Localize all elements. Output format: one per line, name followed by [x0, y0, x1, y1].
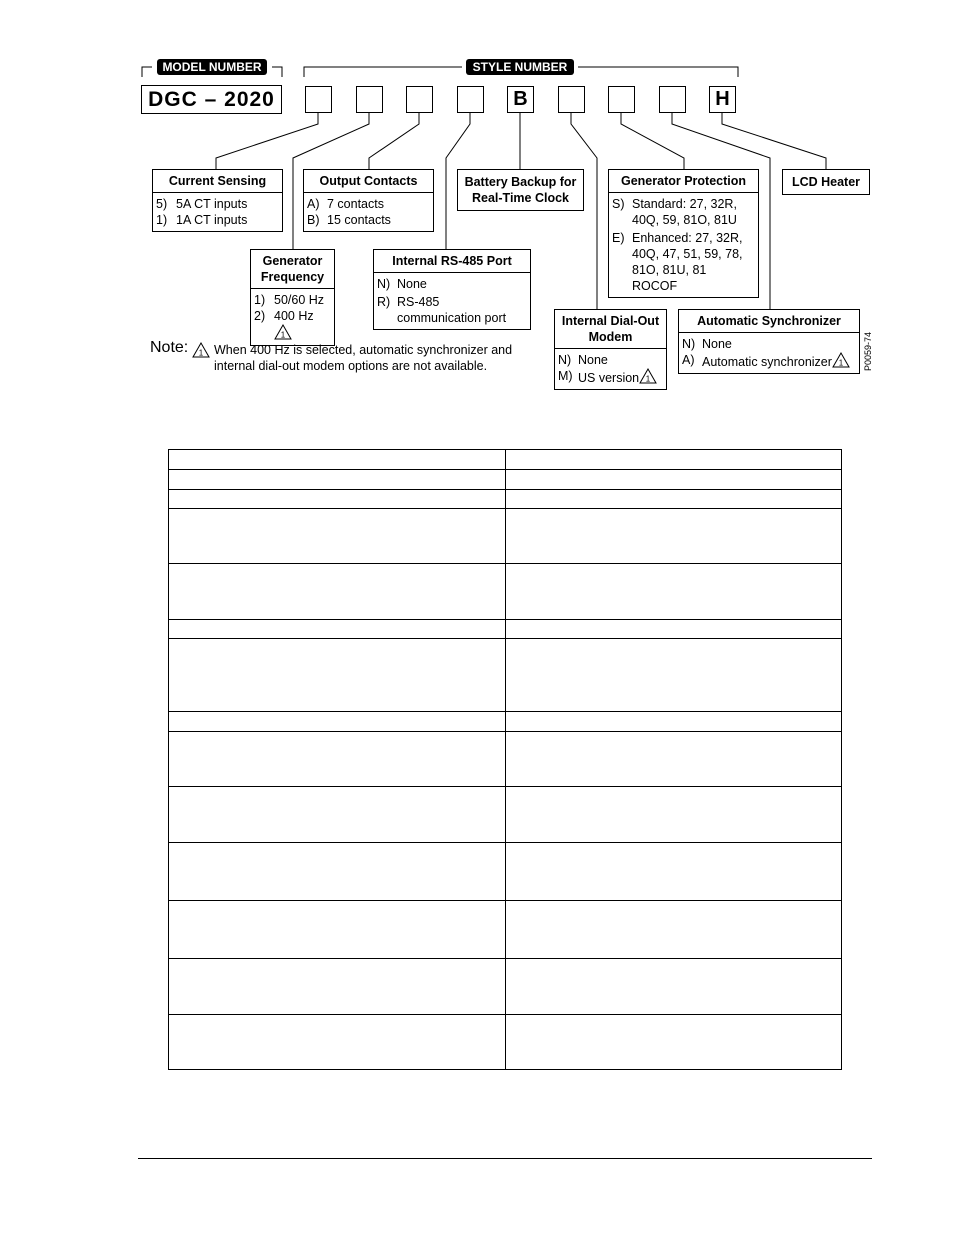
- table-row: [169, 712, 842, 732]
- generator-frequency-title: Generator Frequency: [251, 250, 334, 289]
- table-row: [169, 509, 842, 564]
- style-slot-5: B: [507, 86, 534, 113]
- table-row: [169, 564, 842, 620]
- table-cell: [505, 732, 842, 787]
- option-row: 1) 50/60 Hz: [254, 293, 325, 307]
- table-cell: [505, 901, 842, 959]
- style-slot-8: [659, 86, 686, 113]
- table-row: [169, 959, 842, 1015]
- table-cell: [169, 564, 506, 620]
- table-row: [169, 450, 842, 470]
- table-row: [169, 490, 842, 509]
- lcd-heater-title: LCD Heater: [791, 175, 861, 189]
- style-number-tag: STYLE NUMBER: [466, 59, 574, 75]
- table-cell: [505, 787, 842, 843]
- dialout-modem-box: [554, 309, 667, 390]
- current-sensing-title: Current Sensing: [153, 170, 282, 193]
- auto-sync-title: Automatic Synchronizer: [679, 310, 859, 333]
- current-sensing-box: [152, 169, 283, 232]
- table-row: [169, 1015, 842, 1070]
- table-cell: [169, 732, 506, 787]
- option-row: N) None: [558, 353, 608, 367]
- table-cell: [505, 620, 842, 639]
- table-cell: [169, 959, 506, 1015]
- style-slot-1: [305, 86, 332, 113]
- note-label: Note:: [150, 339, 189, 356]
- option-row: 2) 400 Hz 1: [254, 309, 314, 340]
- option-row: B) 15 contacts: [307, 213, 391, 227]
- table-cell: [505, 470, 842, 490]
- table-cell: [505, 509, 842, 564]
- rs485-port-title: Internal RS-485 Port: [374, 250, 530, 273]
- style-slot-3: [406, 86, 433, 113]
- options-table: [168, 449, 842, 1070]
- svg-text:1: 1: [280, 330, 286, 340]
- table-row: [169, 639, 842, 712]
- table-cell: [169, 509, 506, 564]
- table-cell: [505, 1015, 842, 1070]
- output-contacts-title: Output Contacts: [304, 170, 433, 193]
- table-cell: [169, 470, 506, 490]
- note-text: When 400 Hz is selected, automatic synchronizer and internal dial-out modem options are not available.: [214, 343, 513, 373]
- option-row: 5) 5A CT inputs: [156, 197, 248, 211]
- table-row: [169, 901, 842, 959]
- style-slot-6: [558, 86, 585, 113]
- dialout-modem-title: Internal Dial-Out Modem: [555, 310, 666, 349]
- svg-text:1: 1: [198, 348, 204, 358]
- style-slot-9: H: [709, 86, 736, 113]
- table-cell: [169, 843, 506, 901]
- table-cell: [505, 639, 842, 712]
- svg-text:1: 1: [645, 374, 651, 384]
- generator-protection-title: Generator Protection: [609, 170, 758, 193]
- option-row: 1) 1A CT inputs: [156, 213, 248, 227]
- option-row: N) None: [377, 277, 427, 291]
- output-contacts-box: [303, 169, 434, 232]
- table-row: [169, 787, 842, 843]
- table-row: [169, 843, 842, 901]
- table-cell: [169, 1015, 506, 1070]
- warning-triangle-icon: [274, 324, 292, 340]
- battery-backup-title: Battery Backup for Real-Time Clock: [464, 175, 577, 205]
- generator-frequency-box: [250, 249, 335, 346]
- table-cell: [505, 959, 842, 1015]
- table-cell: [505, 490, 842, 509]
- svg-text:1: 1: [838, 358, 844, 368]
- warning-triangle-icon: [832, 352, 850, 368]
- table-cell: [169, 490, 506, 509]
- table-cell: [169, 620, 506, 639]
- option-row: A) Automatic synchronizer 1: [682, 352, 855, 370]
- option-row: A) 7 contacts: [307, 197, 384, 211]
- warning-triangle-icon: [639, 368, 657, 384]
- rs485-port-box: [373, 249, 531, 330]
- figure-id: P0059-74: [863, 331, 873, 371]
- auto-sync-box: [678, 309, 860, 374]
- table-row: [169, 732, 842, 787]
- table-cell: [169, 712, 506, 732]
- option-row: E) Enhanced: 27, 32R, 40Q, 47, 51, 59, 78, 81O, 81U, 81 ROCOF: [612, 231, 743, 293]
- table-cell: [169, 450, 506, 470]
- table-cell: [505, 712, 842, 732]
- option-row: S) Standard: 27, 32R, 40Q, 59, 81O, 81U: [612, 197, 737, 227]
- table-cell: [169, 787, 506, 843]
- table-cell: [505, 450, 842, 470]
- battery-backup-box: [457, 169, 584, 211]
- table-cell: [169, 639, 506, 712]
- table-cell: [169, 901, 506, 959]
- table-cell: [505, 564, 842, 620]
- lcd-heater-box: [782, 169, 870, 195]
- model-number-tag: MODEL NUMBER: [157, 59, 267, 75]
- style-slot-7: [608, 86, 635, 113]
- option-row: R) RS-485 communication port: [377, 295, 507, 325]
- warning-triangle-icon: [192, 342, 210, 358]
- style-slot-4: [457, 86, 484, 113]
- option-row: N) None: [682, 337, 732, 351]
- style-slot-2: [356, 86, 383, 113]
- table-row: [169, 470, 842, 490]
- footer-rule: [138, 1158, 872, 1159]
- table-row: [169, 620, 842, 639]
- generator-protection-box: [608, 169, 759, 298]
- table-cell: [505, 843, 842, 901]
- model-number-value: DGC – 2020: [141, 85, 282, 114]
- option-row: M) US version 1: [558, 368, 662, 386]
